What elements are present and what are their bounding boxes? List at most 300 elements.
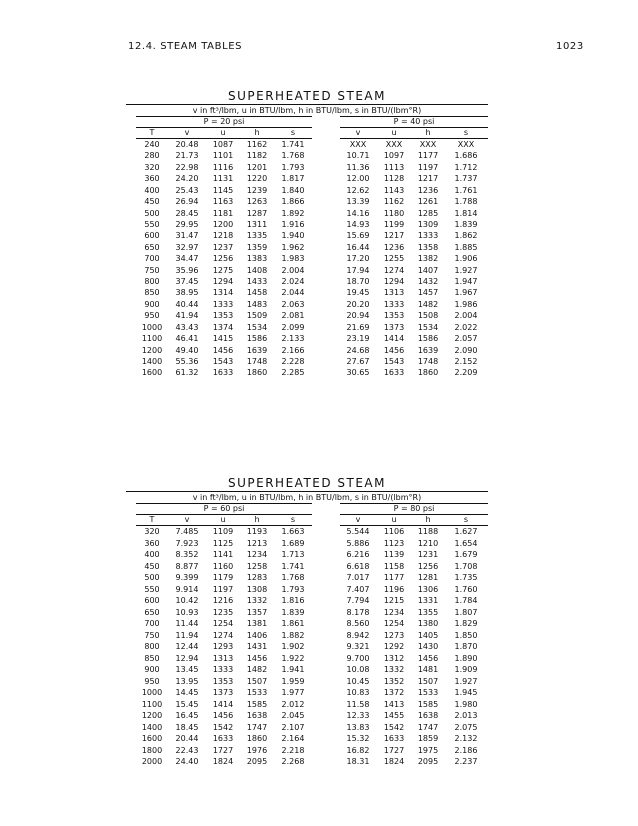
cell-v: 7.407 bbox=[346, 584, 370, 594]
cell-h: 1458 bbox=[246, 288, 268, 298]
table-row bbox=[340, 276, 488, 287]
pressure-group-right bbox=[340, 503, 488, 768]
cell-v: 55.36 bbox=[175, 357, 199, 367]
cell-s: 1.941 bbox=[281, 665, 305, 674]
cell-s: 1.916 bbox=[281, 219, 305, 229]
cell-h: 1331 bbox=[417, 596, 439, 605]
col-u: u bbox=[391, 128, 397, 137]
cell-s: 2.166 bbox=[281, 345, 305, 355]
cell-T: 750 bbox=[144, 265, 160, 275]
cell-v: 7.923 bbox=[175, 538, 199, 548]
table-row bbox=[340, 242, 488, 253]
table-row bbox=[136, 276, 312, 287]
cell-u: 1158 bbox=[383, 561, 405, 571]
cell-s: 2.218 bbox=[281, 745, 305, 755]
cell-h: 1197 bbox=[417, 162, 439, 172]
table-row bbox=[136, 699, 312, 711]
cell-h: 1585 bbox=[417, 699, 439, 709]
cell-u: 1109 bbox=[212, 527, 234, 536]
col-s: s bbox=[463, 515, 469, 524]
pressure-label: P = 20 psi bbox=[136, 116, 312, 127]
cell-T: 900 bbox=[144, 665, 160, 674]
cell-v: 24.20 bbox=[175, 174, 199, 184]
cell-s: 1.788 bbox=[454, 197, 478, 207]
cell-u: 1236 bbox=[383, 242, 405, 252]
table-row bbox=[136, 595, 312, 607]
cell-h: 1308 bbox=[246, 584, 268, 594]
cell-h: 1382 bbox=[417, 254, 439, 264]
cell-v: 13.39 bbox=[346, 197, 370, 207]
cell-s: 1.807 bbox=[454, 607, 478, 617]
cell-h: 1860 bbox=[246, 368, 268, 378]
table-row bbox=[136, 584, 312, 596]
cell-v: 15.69 bbox=[346, 231, 370, 241]
table-row bbox=[340, 196, 488, 207]
cell-s: 1.986 bbox=[454, 299, 478, 309]
cell-s: 1.679 bbox=[454, 550, 478, 559]
cell-h: 1234 bbox=[246, 550, 268, 559]
table-row bbox=[340, 745, 488, 757]
cell-u: 1414 bbox=[212, 699, 234, 709]
table-row bbox=[136, 219, 312, 230]
cell-T: 400 bbox=[144, 550, 160, 559]
cell-v: 9.399 bbox=[175, 573, 199, 582]
table-row bbox=[136, 538, 312, 550]
cell-h: 1638 bbox=[417, 711, 439, 720]
cell-u: 1314 bbox=[212, 288, 234, 298]
table-row bbox=[340, 333, 488, 344]
cell-T: 800 bbox=[144, 642, 160, 651]
cell-v: 8.178 bbox=[346, 607, 370, 617]
table-row bbox=[136, 607, 312, 619]
cell-v: 12.62 bbox=[346, 185, 370, 195]
table-row bbox=[340, 299, 488, 310]
cell-u: 1215 bbox=[383, 596, 405, 605]
cell-s: 1.839 bbox=[454, 219, 478, 229]
col-v: v bbox=[355, 515, 361, 524]
cell-h: 1508 bbox=[417, 311, 439, 321]
table-row bbox=[340, 150, 488, 161]
cell-v: 7.017 bbox=[346, 573, 370, 582]
cell-s: 2.004 bbox=[281, 265, 305, 275]
cell-T: 1600 bbox=[141, 734, 163, 743]
cell-u: 1145 bbox=[212, 185, 234, 195]
table-row bbox=[136, 265, 312, 276]
table-row bbox=[340, 756, 488, 768]
cell-u: 1455 bbox=[383, 711, 405, 720]
col-h: h bbox=[425, 128, 431, 137]
cell-v: 26.94 bbox=[175, 197, 199, 207]
cell-v: 6.216 bbox=[346, 550, 370, 559]
column-header bbox=[340, 127, 488, 139]
cell-u: 1097 bbox=[383, 151, 405, 161]
cell-h: 1236 bbox=[417, 185, 439, 195]
col-h: h bbox=[254, 128, 260, 137]
cell-v: 22.43 bbox=[175, 745, 199, 755]
cell-s: 2.024 bbox=[281, 277, 305, 287]
cell-v: 61.32 bbox=[175, 368, 199, 378]
table-row bbox=[340, 208, 488, 219]
cell-h: 1355 bbox=[417, 607, 439, 617]
cell-s: 1.882 bbox=[281, 630, 305, 640]
col-h: h bbox=[254, 515, 260, 524]
col-v: v bbox=[184, 515, 190, 524]
cell-h: 1210 bbox=[417, 538, 439, 548]
cell-h: 1975 bbox=[417, 745, 439, 755]
cell-s: 2.228 bbox=[281, 357, 305, 367]
cell-h: 1357 bbox=[246, 607, 268, 617]
cell-h: 1586 bbox=[246, 334, 268, 344]
pressure-group-right bbox=[340, 116, 488, 379]
table-row bbox=[136, 733, 312, 745]
cell-v: 49.40 bbox=[175, 345, 199, 355]
cell-u: 1543 bbox=[212, 357, 234, 367]
table-rows bbox=[340, 526, 488, 768]
cell-v: 5.544 bbox=[346, 527, 370, 536]
cell-T: 500 bbox=[144, 208, 160, 218]
cell-v: 9.914 bbox=[175, 584, 199, 594]
cell-v: 16.82 bbox=[346, 745, 370, 755]
cell-T: 320 bbox=[144, 527, 160, 536]
table-row bbox=[136, 162, 312, 173]
cell-u: 1199 bbox=[383, 219, 405, 229]
cell-s: 2.133 bbox=[281, 334, 305, 344]
cell-v: 46.41 bbox=[175, 334, 199, 344]
cell-h: 2095 bbox=[417, 757, 439, 766]
table-row bbox=[136, 356, 312, 367]
cell-h: 1359 bbox=[246, 242, 268, 252]
cell-u: 1456 bbox=[383, 345, 405, 355]
cell-u: 1293 bbox=[212, 642, 234, 651]
table-row bbox=[136, 572, 312, 584]
cell-u: 1180 bbox=[383, 208, 405, 218]
cell-T: 1000 bbox=[141, 322, 163, 332]
cell-T: 1200 bbox=[141, 345, 163, 355]
cell-s: 1.866 bbox=[281, 197, 305, 207]
cell-s: 2.152 bbox=[454, 357, 478, 367]
cell-v: 20.94 bbox=[346, 311, 370, 321]
cell-u: 1273 bbox=[383, 630, 405, 640]
cell-h: 1383 bbox=[246, 254, 268, 264]
cell-h: 1585 bbox=[246, 699, 268, 709]
cell-s: 1.768 bbox=[281, 151, 305, 161]
cell-T: 600 bbox=[144, 596, 160, 605]
cell-u: 1332 bbox=[383, 665, 405, 674]
cell-v: 7.485 bbox=[175, 527, 199, 536]
cell-u: 1234 bbox=[383, 607, 405, 617]
cell-v: 11.36 bbox=[346, 162, 370, 172]
cell-v: 29.95 bbox=[175, 219, 199, 229]
cell-T: 800 bbox=[144, 277, 160, 287]
cell-h: 1586 bbox=[417, 334, 439, 344]
cell-v: 8.560 bbox=[346, 619, 370, 628]
cell-h: 1283 bbox=[246, 573, 268, 582]
cell-v: 6.618 bbox=[346, 561, 370, 571]
cell-u: 1727 bbox=[383, 745, 405, 755]
table-row bbox=[340, 345, 488, 356]
cell-s: 1.654 bbox=[454, 538, 478, 548]
table-title: SUPERHEATED STEAM bbox=[228, 89, 386, 103]
cell-u: 1294 bbox=[383, 277, 405, 287]
cell-u: 1333 bbox=[212, 299, 234, 309]
cell-u: 1256 bbox=[212, 254, 234, 264]
cell-v: 11.94 bbox=[175, 630, 199, 640]
cell-v: 11.44 bbox=[175, 619, 199, 628]
cell-u: 1139 bbox=[383, 550, 405, 559]
cell-v: 10.42 bbox=[175, 596, 199, 605]
cell-s: 1.686 bbox=[454, 151, 478, 161]
cell-v: 13.45 bbox=[175, 665, 199, 674]
cell-s: 2.057 bbox=[454, 334, 478, 344]
cell-s: 1.761 bbox=[454, 185, 478, 195]
table-row bbox=[136, 253, 312, 264]
table-row bbox=[340, 265, 488, 276]
cell-v: 14.45 bbox=[175, 688, 199, 697]
cell-v: 18.45 bbox=[175, 722, 199, 732]
cell-v: 13.83 bbox=[346, 722, 370, 732]
cell-v: 32.97 bbox=[175, 242, 199, 252]
cell-v: 13.95 bbox=[175, 676, 199, 686]
cell-s: 1.885 bbox=[454, 242, 478, 252]
cell-s: 1.861 bbox=[281, 619, 305, 628]
cell-u: 1413 bbox=[383, 699, 405, 709]
cell-s: 2.045 bbox=[281, 711, 305, 720]
cell-u: 1633 bbox=[383, 734, 405, 743]
cell-u: 1197 bbox=[212, 584, 234, 594]
steam-table-2 bbox=[126, 476, 488, 768]
table-row bbox=[340, 162, 488, 173]
cell-v: 34.47 bbox=[175, 254, 199, 264]
cell-T: 900 bbox=[144, 299, 160, 309]
cell-h: 1456 bbox=[417, 653, 439, 663]
cell-v: 37.45 bbox=[175, 277, 199, 287]
cell-v: 7.794 bbox=[346, 596, 370, 605]
cell-v: 24.68 bbox=[346, 345, 370, 355]
cell-u: 1333 bbox=[212, 665, 234, 674]
cell-s: 2.075 bbox=[454, 722, 478, 732]
cell-v: 10.71 bbox=[346, 151, 370, 161]
cell-s: 1.768 bbox=[281, 573, 305, 582]
cell-u: 1218 bbox=[212, 231, 234, 241]
cell-h: 1509 bbox=[246, 311, 268, 321]
cell-T: 360 bbox=[144, 538, 160, 548]
cell-v: 20.44 bbox=[175, 734, 199, 743]
cell-h: 1533 bbox=[246, 688, 268, 697]
cell-h: 1408 bbox=[246, 265, 268, 275]
cell-s: 2.285 bbox=[281, 368, 305, 378]
col-u: u bbox=[220, 515, 226, 524]
cell-v: 5.886 bbox=[346, 538, 370, 548]
cell-s: 2.186 bbox=[454, 745, 478, 755]
table-row bbox=[340, 710, 488, 722]
table-row bbox=[340, 310, 488, 321]
cell-T: 1400 bbox=[141, 722, 163, 732]
col-s: s bbox=[290, 128, 296, 137]
cell-h: 1263 bbox=[246, 197, 268, 207]
cell-s: 1.862 bbox=[454, 231, 478, 241]
cell-s: 1.980 bbox=[454, 699, 478, 709]
cell-u: 1414 bbox=[383, 334, 405, 344]
cell-u: 1292 bbox=[383, 642, 405, 651]
table-row bbox=[136, 664, 312, 676]
cell-T: 450 bbox=[144, 561, 160, 571]
cell-s: 1.945 bbox=[454, 688, 478, 697]
page-number: 1023 bbox=[556, 41, 584, 52]
cell-v: 22.98 bbox=[175, 162, 199, 172]
cell-h: 1261 bbox=[417, 197, 439, 207]
table-row bbox=[136, 287, 312, 298]
table-row bbox=[340, 676, 488, 688]
cell-u: 1373 bbox=[212, 688, 234, 697]
cell-s: 1.784 bbox=[454, 596, 478, 605]
col-T: T bbox=[149, 515, 155, 524]
cell-u: 1352 bbox=[383, 676, 405, 686]
cell-s: 2.013 bbox=[454, 711, 478, 720]
cell-T: 1100 bbox=[141, 699, 163, 709]
cell-v: 19.45 bbox=[346, 288, 370, 298]
cell-h: 1333 bbox=[417, 231, 439, 241]
cell-v: 30.65 bbox=[346, 368, 370, 378]
table-row bbox=[136, 756, 312, 768]
table-row bbox=[136, 641, 312, 653]
table-row bbox=[340, 526, 488, 538]
cell-s: 2.107 bbox=[281, 722, 305, 732]
cell-T: 1800 bbox=[141, 745, 163, 755]
cell-T: 850 bbox=[144, 288, 160, 298]
cell-u: 1254 bbox=[383, 619, 405, 628]
table-row bbox=[340, 584, 488, 596]
cell-s: XXX bbox=[457, 140, 475, 149]
table-row bbox=[340, 322, 488, 333]
cell-u: 1633 bbox=[383, 368, 405, 378]
cell-h: 1405 bbox=[417, 630, 439, 640]
cell-T: 700 bbox=[144, 619, 160, 628]
cell-h: 1309 bbox=[417, 219, 439, 229]
cell-h: 1332 bbox=[246, 596, 268, 605]
cell-h: 1483 bbox=[246, 299, 268, 309]
cell-u: 1353 bbox=[212, 311, 234, 321]
cell-v: 18.31 bbox=[346, 757, 370, 766]
pressure-group-left bbox=[136, 116, 312, 379]
table-row bbox=[136, 333, 312, 344]
col-v: v bbox=[184, 128, 190, 137]
table-row bbox=[136, 139, 312, 150]
cell-u: 1131 bbox=[212, 174, 234, 184]
cell-h: 1193 bbox=[246, 527, 268, 536]
table-row bbox=[340, 139, 488, 150]
cell-v: 35.96 bbox=[175, 265, 199, 275]
cell-h: 1638 bbox=[246, 711, 268, 720]
table-rows bbox=[136, 526, 312, 768]
table-row bbox=[340, 549, 488, 561]
cell-v: 17.94 bbox=[346, 265, 370, 275]
cell-u: 1254 bbox=[212, 619, 234, 628]
cell-u: 1456 bbox=[212, 345, 234, 355]
table-row bbox=[340, 253, 488, 264]
cell-s: 1.713 bbox=[281, 550, 305, 559]
cell-h: 1432 bbox=[417, 277, 439, 287]
cell-h: 1281 bbox=[417, 573, 439, 582]
table-row bbox=[136, 230, 312, 241]
cell-s: 1.735 bbox=[454, 573, 478, 582]
cell-T: 950 bbox=[144, 311, 160, 321]
cell-s: 2.063 bbox=[281, 299, 305, 309]
cell-h: 1534 bbox=[246, 322, 268, 332]
steam-table-1 bbox=[126, 89, 488, 379]
cell-s: 1.947 bbox=[454, 277, 478, 287]
col-v: v bbox=[355, 128, 361, 137]
cell-u: 1353 bbox=[212, 676, 234, 686]
cell-T: 700 bbox=[144, 254, 160, 264]
table-row bbox=[136, 618, 312, 630]
table-row bbox=[136, 653, 312, 665]
cell-v: 9.321 bbox=[346, 642, 370, 651]
cell-h: 1457 bbox=[417, 288, 439, 298]
cell-s: 1.663 bbox=[281, 527, 305, 536]
cell-s: 1.839 bbox=[281, 607, 305, 617]
cell-v: 41.94 bbox=[175, 311, 199, 321]
cell-h: 1433 bbox=[246, 277, 268, 287]
cell-h: 1231 bbox=[417, 550, 439, 559]
cell-h: 1407 bbox=[417, 265, 439, 275]
table-row bbox=[340, 653, 488, 665]
cell-v: 12.00 bbox=[346, 174, 370, 184]
pressure-label: P = 80 psi bbox=[340, 503, 488, 514]
cell-v: 43.43 bbox=[175, 322, 199, 332]
cell-T: 550 bbox=[144, 219, 160, 229]
cell-T: 1200 bbox=[141, 711, 163, 720]
cell-v: 10.08 bbox=[346, 665, 370, 674]
cell-s: 1.829 bbox=[454, 619, 478, 628]
cell-h: 1406 bbox=[246, 630, 268, 640]
cell-v: 40.44 bbox=[175, 299, 199, 309]
cell-h: 1976 bbox=[246, 745, 268, 755]
col-s: s bbox=[290, 515, 296, 524]
table-row bbox=[136, 367, 312, 378]
cell-T: 600 bbox=[144, 231, 160, 241]
cell-T: 650 bbox=[144, 242, 160, 252]
cell-h: 1456 bbox=[246, 653, 268, 663]
cell-s: 2.099 bbox=[281, 322, 305, 332]
cell-h: 1217 bbox=[417, 174, 439, 184]
cell-h: 1748 bbox=[246, 357, 268, 367]
cell-v: 21.73 bbox=[175, 151, 199, 161]
cell-s: 1.760 bbox=[454, 584, 478, 594]
cell-u: 1727 bbox=[212, 745, 234, 755]
units-line: v in ft³/lbm, u in BTU/lbm, h in BTU/lbm, s in BTU/(lbm°R) bbox=[192, 106, 422, 115]
cell-h: 1533 bbox=[417, 688, 439, 697]
col-T: T bbox=[149, 128, 155, 137]
cell-u: 1106 bbox=[383, 527, 405, 536]
cell-u: 1633 bbox=[212, 368, 234, 378]
cell-u: 1200 bbox=[212, 219, 234, 229]
table-row bbox=[340, 722, 488, 734]
cell-u: 1415 bbox=[212, 334, 234, 344]
cell-v: 21.69 bbox=[346, 322, 370, 332]
cell-u: 1824 bbox=[212, 757, 234, 766]
table-row bbox=[340, 595, 488, 607]
cell-h: 1430 bbox=[417, 642, 439, 651]
cell-u: 1113 bbox=[383, 162, 405, 172]
cell-s: 1.627 bbox=[454, 527, 478, 536]
cell-v: 25.43 bbox=[175, 185, 199, 195]
table-row bbox=[340, 733, 488, 745]
cell-v: 20.20 bbox=[346, 299, 370, 309]
cell-u: 1181 bbox=[212, 208, 234, 218]
cell-s: 1.890 bbox=[454, 653, 478, 663]
cell-s: 2.164 bbox=[281, 734, 305, 743]
cell-v: 17.20 bbox=[346, 254, 370, 264]
